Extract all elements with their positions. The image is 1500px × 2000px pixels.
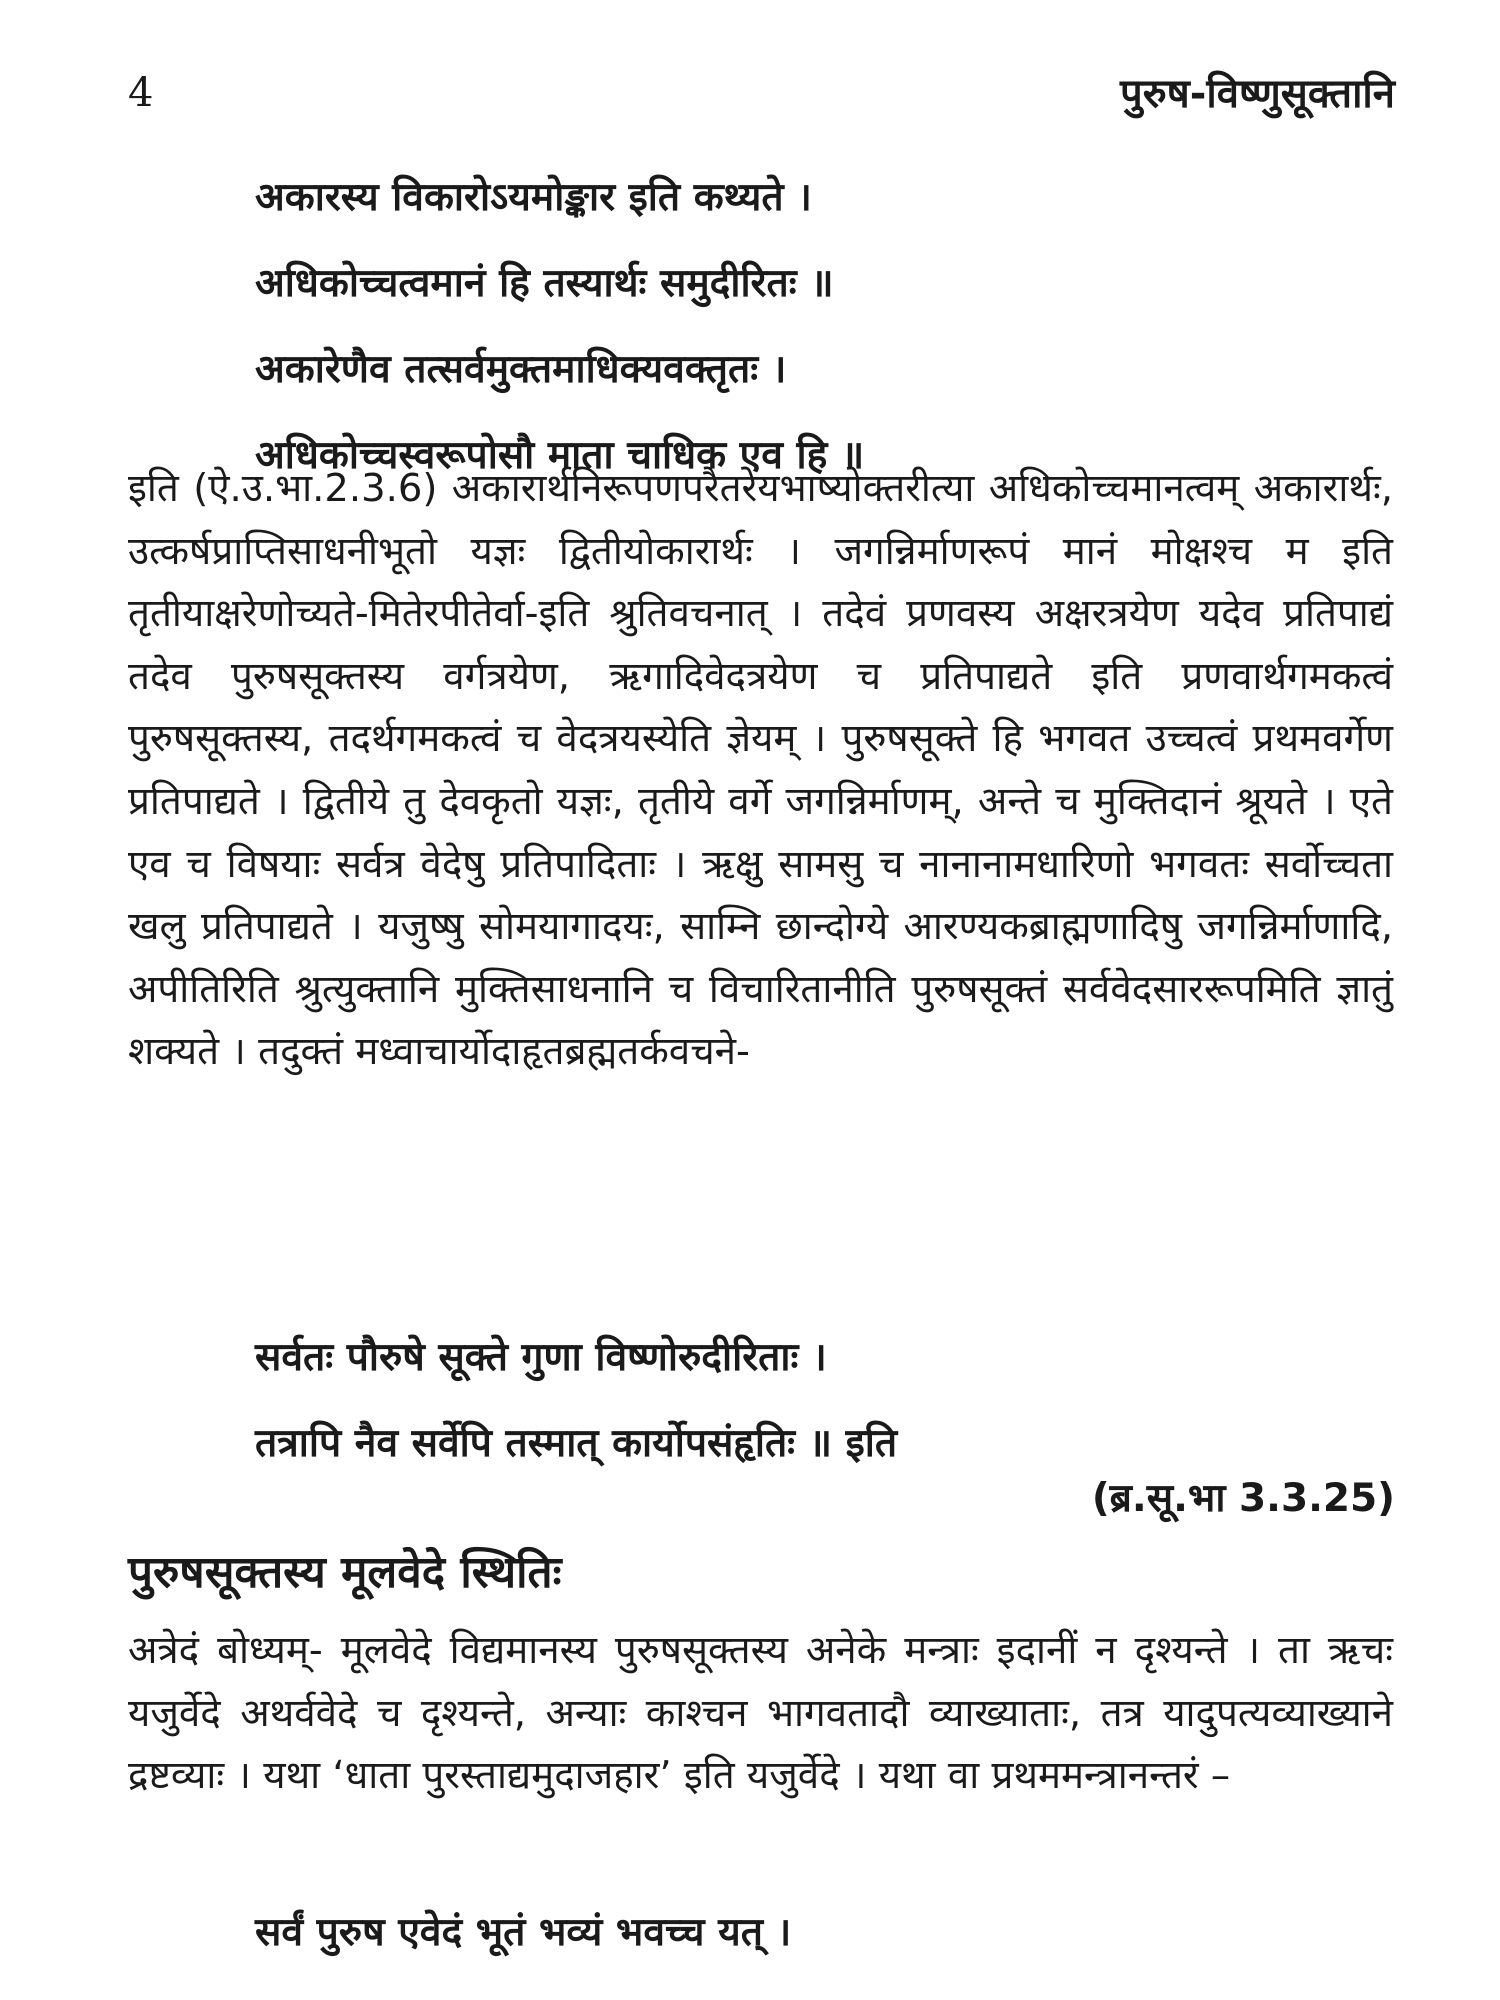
verse-line: अधिकोच्चस्वरूपोसौ माता चाधिक एव हि ॥ (255, 433, 865, 478)
verse-block-sarvam (255, 1890, 791, 1976)
verse-block-brahmatarka (255, 1315, 897, 1487)
verse-line: अकारेणैव तत्सर्वमुक्तमाधिक्यवक्तृतः । (255, 347, 787, 392)
running-title: पुरुष-विष्णुसूक्तानि (1120, 71, 1395, 117)
verse-line: सर्वं पुरुष एवेदं भूतं भव्यं भवच्च यत् । (255, 1910, 792, 1955)
verse-line: अधिकोच्चत्वमानं हि तस्यार्थः समुदीरितः ॥ (255, 261, 834, 306)
section-paragraph: अत्रेदं बोध्यम्- मूलवेदे विद्यमानस्य पुरुषसूक्तस्य अनेके मन्त्राः इदानीं न दृश्यन्ते । ता ऋचः यजुर्वेदे अथर्ववेदे च दृश्यन्ते, अन्याः काश्चन भागवतादौ व्याख्याताः, तत्र यादुपत्यव्याख्याने द्रष्टव्याः । यथा ‘धाता पुरस्ताद्यमुदाजहार’ इति यजुर्वेदे । यथा वा प्रथममन्त्रानन्तरं – (128, 1628, 1393, 1799)
body-paragraph: इति (ऐ.उ.भा.2.3.6) अकारार्थनिरूपणपरैतरेयभाष्योक्तरीत्या अधिकोच्चमानत्वम् अकारार्थः, उत्कर्षप्राप्तिसाधनीभूतो यज्ञः द्वितीयोकारार्थः । जगन्निर्माणरूपं मानं मोक्षश्च म इति तृतीयाक्षरेणोच्यते-मितेरपीतेर्वा-इति श्रुतिवचनात् । तदेवं प्रणवस्य अक्षरत्रयेण यदेव प्रतिपाद्यं तदेव पुरुषसूक्तस्य वर्गत्रयेण, ऋगादिवेदत्रयेण च प्रतिपाद्यते इति प्रणवार्थगमकत्वं पुरुषसूक्तस्य, तदर्थगमकत्वं च वेदत्रयस्येति ज्ञेयम् । पुरुषसूक्ते हि भगवत उच्चत्वं प्रथमवर्गेण प्रतिपाद्यते । द्वितीये तु देवकृतो यज्ञः, तृतीये वर्गे जगन्निर्माणम्, अन्ते च मुक्तिदानं श्रूयते । एते एव च विषयाः सर्वत्र वेदेषु प्रतिपादिताः । ऋक्षु सामसु च नानानामधारिणो भगवतः सर्वोच्चता खलु प्रतिपाद्यते । यजुष्षु सोमयागादयः, साम्नि छान्दोग्ये आरण्यकब्राह्मणादिषु जगन्निर्माणादि, अपीतिरिति श्रुत्युक्तानि मुक्तिसाधनानि च विचारितानीति पुरुषसूक्तं सर्ववेदसाररूपमिति ज्ञातुं शक्यते । तदुक्तं मध्वाचार्योदाहृतब्रह्मतर्कवचने- (128, 466, 1393, 1075)
verse-line: तत्रापि नैव सर्वेपि तस्मात् कार्योपसंहृतिः ॥ इति (255, 1421, 898, 1466)
page-number: 4 (128, 70, 154, 116)
verse-block-omkara (255, 155, 864, 499)
verse-line: अकारस्य विकारोऽयमोङ्कार इति कथ्यते । (255, 175, 812, 220)
verse-line: सर्वतः पौरुषे सूक्ते गुणा विष्णोरुदीरिताः । (255, 1335, 827, 1380)
citation: (ब्र.सू.भा 3.3.25) (1091, 1476, 1395, 1521)
section-heading: पुरुषसूक्तस्य मूलवेदे स्थितिः (128, 1547, 562, 1598)
